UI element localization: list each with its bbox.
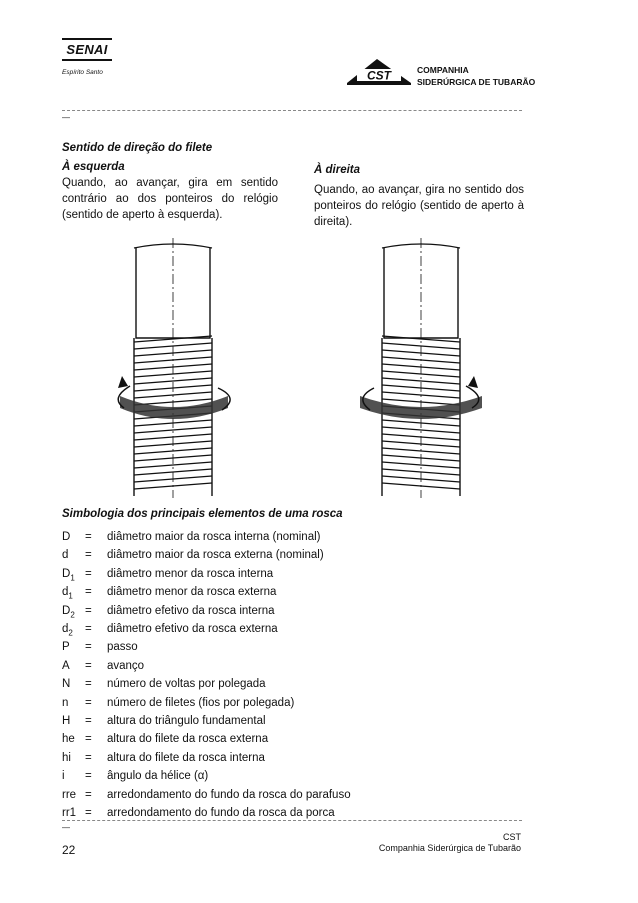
right-heading: À direita <box>314 164 361 176</box>
section-title-symbology: Simbologia dos principais elementos de uma rosca <box>62 508 343 520</box>
symbol-row <box>62 638 522 656</box>
footer-rule <box>62 820 522 821</box>
symbol-letter: d <box>62 623 69 635</box>
symbol-letter: rr1 <box>62 807 77 819</box>
equals-sign: = <box>85 770 92 783</box>
equals-sign: = <box>85 531 92 543</box>
symbol <box>62 786 76 804</box>
symbol <box>62 657 70 675</box>
symbol-definition: diâmetro maior da rosca externa (nominal) <box>107 549 324 562</box>
symbol-row <box>62 602 522 620</box>
equals-sign: = <box>85 788 92 801</box>
symbol-subscript: 2 <box>70 609 75 619</box>
symbol-row <box>62 565 522 583</box>
footer-company-name: Companhia Siderúrgica de Tubarão <box>378 843 521 853</box>
symbol <box>62 712 70 730</box>
equals-sign: = <box>85 807 92 819</box>
equals-sign: = <box>85 751 92 764</box>
senai-logo <box>62 38 112 76</box>
cst-logo-text: CST <box>367 68 391 83</box>
equals-sign: = <box>85 567 92 580</box>
symbol-definition: altura do filete da rosca interna <box>107 751 265 764</box>
symbol-letter: A <box>62 659 70 672</box>
symbol-letter: n <box>62 696 69 709</box>
symbol-definition: diâmetro efetivo da rosca externa <box>107 623 278 635</box>
symbol-definition: altura do filete da rosca externa <box>107 733 269 746</box>
symbol-letter: D <box>62 567 71 580</box>
symbol <box>62 638 70 656</box>
symbol-definition: número de voltas por polegada <box>107 678 266 691</box>
section-title-direction: Sentido de direção do filete <box>62 142 213 154</box>
equals-sign: = <box>85 604 92 617</box>
symbol-row <box>62 675 522 693</box>
symbol-letter: he <box>62 733 75 746</box>
symbol-definition: altura do triângulo fundamental <box>107 715 266 727</box>
symbol-letter: D <box>62 531 71 543</box>
symbol-definition: diâmetro menor da rosca externa <box>107 586 277 599</box>
symbol-row <box>62 657 522 675</box>
left-hand-screw-illustration <box>100 238 250 500</box>
symbol-definition: diâmetro maior da rosca interna (nominal) <box>107 531 321 543</box>
company-name-line2: SIDERÚRGICA DE TUBARÃO <box>417 77 536 87</box>
senai-logo-text: SENAI <box>66 42 108 57</box>
symbol-definition: passo <box>107 641 138 654</box>
header-rule <box>62 110 522 111</box>
symbol-subscript: 1 <box>70 573 75 583</box>
symbol-letter: d <box>62 586 69 599</box>
symbol-subscript: 1 <box>68 591 73 601</box>
equals-sign: = <box>85 659 92 672</box>
symbol-subscript: 2 <box>68 628 73 638</box>
symbol-definition: avanço <box>107 659 145 672</box>
symbol <box>62 528 70 546</box>
left-heading: À esquerda <box>62 161 125 173</box>
symbol-letter: rre <box>62 788 77 801</box>
equals-sign: = <box>85 586 92 599</box>
symbol <box>62 694 68 712</box>
symbol <box>62 675 70 693</box>
symbol-definition: ângulo da hélice (α) <box>107 770 209 783</box>
equals-sign: = <box>85 549 92 562</box>
symbol-definition: diâmetro menor da rosca interna <box>107 567 274 580</box>
symbol-letter: i <box>62 770 65 783</box>
equals-sign: = <box>85 623 92 635</box>
symbol <box>62 730 75 748</box>
equals-sign: = <box>85 733 92 746</box>
symbol <box>62 546 68 564</box>
symbol <box>62 749 71 767</box>
symbol-row <box>62 620 522 638</box>
equals-sign: = <box>85 678 92 691</box>
equals-sign: = <box>85 641 92 654</box>
footer-company-short: CST <box>503 832 521 842</box>
symbol-row <box>62 528 522 546</box>
company-name-line1: COMPANHIA <box>417 65 469 75</box>
equals-sign: = <box>85 696 92 709</box>
symbol-row <box>62 546 522 564</box>
equals-sign: = <box>85 715 92 727</box>
symbol-definition: diâmetro efetivo da rosca interna <box>107 604 275 617</box>
header-dash: — <box>62 113 70 122</box>
left-text: Quando, ao avançar, gira em sentido contrário ao dos ponteiros do relógio (sentido de aperto à esquerda). <box>62 177 278 221</box>
symbol-row <box>62 767 522 785</box>
symbol-row <box>62 583 522 601</box>
symbol-letter: P <box>62 641 70 654</box>
symbol-letter: d <box>62 549 69 562</box>
symbol-definition: número de filetes (fios por polegada) <box>107 696 295 709</box>
symbol-row <box>62 786 522 804</box>
symbol-letter: H <box>62 715 71 727</box>
symbol-row <box>62 694 522 712</box>
symbol-letter: D <box>62 604 71 617</box>
senai-subtitle: Espírito Santo <box>62 69 103 76</box>
symbol <box>62 767 65 785</box>
symbol-letter: N <box>62 678 71 691</box>
symbol-row <box>62 712 522 730</box>
symbol-letter: hi <box>62 751 71 764</box>
symbol-row <box>62 730 522 748</box>
symbol-definition: arredondamento do fundo da rosca do parafuso <box>107 788 351 801</box>
right-text: Quando, ao avançar, gira no sentido dos ponteiros do relógio (sentido de aperto à direita). <box>314 184 524 228</box>
symbol-row <box>62 749 522 767</box>
right-hand-screw-illustration <box>348 238 498 500</box>
symbol-definition: arredondamento do fundo da rosca da porca <box>107 807 335 819</box>
cst-logo <box>347 57 411 87</box>
company-name <box>417 64 535 88</box>
page-number: 22 <box>62 843 76 857</box>
footer-dash: — <box>62 823 70 832</box>
